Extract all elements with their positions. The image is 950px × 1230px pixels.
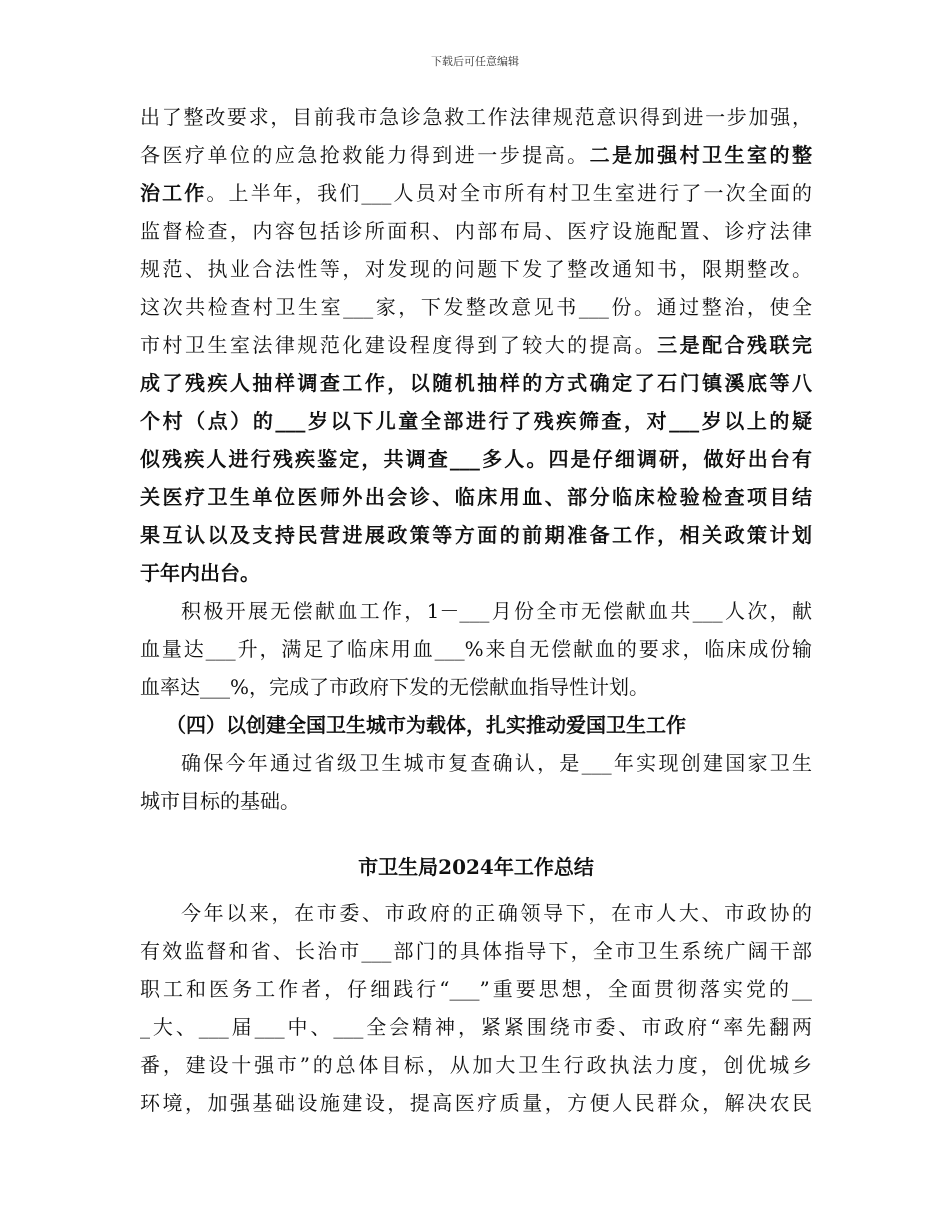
text-run: 职工和医务工作者，仔细践行“___”重要思想，全面贯彻落实党的__	[140, 977, 812, 1001]
text-line	[140, 326, 812, 364]
text-line	[140, 1008, 812, 1046]
text-line	[140, 516, 812, 554]
text-run: 规范、执业合法性等，对发现的问题下发了整改通知书，限期整改。	[140, 257, 812, 281]
text-line	[140, 98, 812, 136]
text-line	[140, 250, 812, 288]
bold-run: 于年内出台。	[140, 561, 260, 585]
text-line	[140, 364, 812, 402]
text-run: 有效监督和省、长治市___部门的具体指导下，全市卫生系统广阔干部	[140, 939, 812, 963]
bold-run: 二是加强村卫生室的整	[589, 143, 812, 167]
text-line	[140, 894, 812, 932]
bold-run: 治工作	[140, 181, 207, 205]
text-run: _大、___届___中、___全会精神，紧紧围绕市委、市政府“率先翻两	[140, 1015, 812, 1039]
bold-run: 果互认以及支持民营进展政策等方面的前期准备工作，相关政策计划	[140, 523, 812, 547]
text-run: 城市目标的基础。	[140, 789, 300, 813]
text-line	[140, 402, 812, 440]
text-line	[140, 668, 812, 706]
document-title: 市卫生局2024年工作总结	[358, 855, 594, 879]
text-run: 这次共检查村卫生室___家，下发整改意见书___份。通过整治，使全	[140, 295, 812, 319]
text-line	[140, 592, 812, 630]
paragraph-intro	[140, 894, 812, 1122]
paragraph-blood-donation	[140, 592, 812, 706]
text-run: 出了整改要求，目前我市急诊急救工作法律规范意识得到进一步加强，	[140, 105, 812, 129]
document-body	[140, 98, 812, 1122]
text-line	[140, 1084, 812, 1122]
text-run: 。上半年，我们___人员对全市所有村卫生室进行了一次全面的	[206, 181, 812, 205]
text-line	[140, 288, 812, 326]
text-line	[140, 630, 812, 668]
text-line	[140, 1046, 812, 1084]
section-heading-4: （四）以创建全国卫生城市为载体，扎实推动爱国卫生工作	[166, 713, 686, 737]
text-line	[140, 478, 812, 516]
bold-run: 成了残疾人抽样调查工作，以随机抽样的方式确定了石门镇溪底等八	[140, 371, 812, 395]
text-line	[140, 970, 812, 1008]
bold-run: 关医疗卫生单位医师外出会诊、临床用血、部分临床检验检查项目结	[140, 485, 812, 509]
paragraph-village-clinics	[140, 98, 812, 592]
bold-run: 个村（点）的___岁以下儿童全部进行了残疾筛查，对___岁以上的疑	[140, 409, 812, 433]
paragraph-hygiene-city	[140, 744, 812, 820]
text-run: 确保今年通过省级卫生城市复查确认，是___年实现创建国家卫生	[181, 751, 812, 775]
bold-run: 似残疾人进行残疾鉴定，共调查___多人。四是仔细调研，做好出台有	[140, 447, 812, 471]
text-run: 积极开展无偿献血工作，1－___月份全市无偿献血共___人次，献	[181, 599, 812, 623]
text-line	[140, 554, 812, 592]
text-line	[140, 440, 812, 478]
page-header: 下载后可任意编辑	[431, 55, 519, 68]
text-run: 环境，加强基础设施建设，提高医疗质量，方便人民群众，解决农民	[140, 1091, 812, 1115]
text-line	[140, 744, 812, 782]
bold-run: 三是配合残联完	[657, 333, 812, 357]
text-run: 市村卫生室法律规范化建设程度得到了较大的提高。	[140, 333, 658, 357]
text-run: 血率达___%，完成了市政府下发的无偿献血指导性计划。	[140, 675, 650, 699]
text-line	[140, 174, 812, 212]
text-run: 今年以来，在市委、市政府的正确领导下，在市人大、市政协的	[181, 901, 812, 925]
text-line	[140, 136, 812, 174]
text-run: 各医疗单位的应急抢救能力得到进一步提高。	[140, 143, 590, 167]
text-run: 番，建设十强市”的总体目标，从加大卫生行政执法力度，创优城乡	[140, 1053, 812, 1077]
text-run: 血量达___升，满足了临床用血___%来自无偿献血的要求，临床成份输	[140, 637, 812, 661]
text-run: 监督检查，内容包括诊所面积、内部布局、医疗设施配置、诊疗法律	[140, 219, 812, 243]
text-line	[140, 212, 812, 250]
text-line	[140, 932, 812, 970]
text-line	[140, 782, 812, 820]
